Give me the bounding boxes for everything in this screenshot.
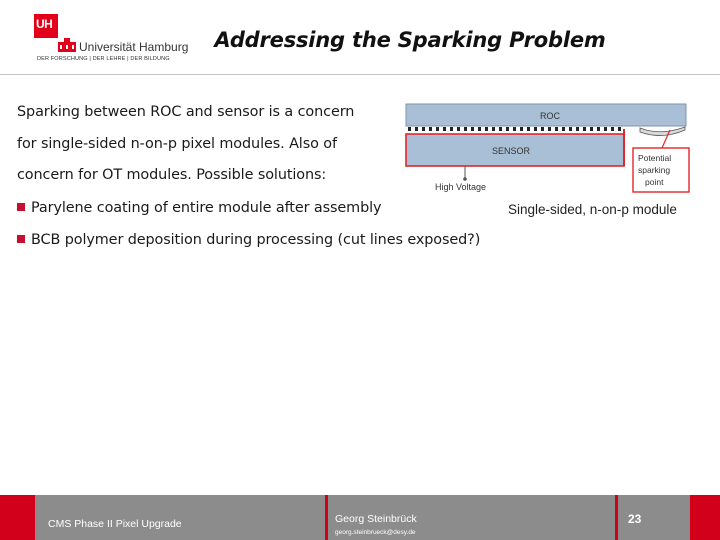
paragraph-line-2: for single-sided n-on-p pixel modules. Also of [17, 136, 337, 152]
footer-presentation-title: CMS Phase II Pixel Upgrade [48, 518, 182, 530]
bullet-square-icon [17, 203, 25, 211]
roc-label: ROC [540, 111, 560, 121]
bullet-text: Parylene coating of entire module after assembly [31, 200, 382, 216]
footer-author: Georg Steinbrück [335, 513, 417, 525]
bullet-item [17, 200, 381, 216]
footer-red-block-left [0, 495, 35, 540]
paragraph-line-3: concern for OT modules. Possible solutions: [17, 167, 327, 183]
bump-bonds [408, 127, 623, 131]
spark-gap-shape [640, 127, 685, 136]
page-number: 23 [628, 512, 642, 526]
university-name: Universität Hamburg [79, 40, 189, 54]
university-tagline: DER FORSCHUNG | DER LEHRE | DER BILDUNG [37, 56, 170, 62]
bullet-text: BCB polymer deposition during processing (cut lines exposed?) [31, 232, 481, 248]
diagram-caption: Single-sided, n-on-p module [508, 202, 677, 217]
spark-label-line-2: sparking [638, 165, 671, 175]
footer-email: georg.steinbrueck@desy.de [335, 529, 416, 536]
uh-mark-text: UH [36, 17, 53, 31]
diagram-figure [400, 100, 710, 225]
bullet-item [17, 232, 480, 248]
spark-label-line-1: Potential [638, 153, 672, 163]
header-divider [0, 74, 720, 75]
sensor-label: SENSOR [492, 146, 531, 156]
slide-title: Addressing the Sparking Problem [214, 28, 606, 52]
spark-label-line-3: point [645, 177, 664, 187]
footer-red-block-right [690, 495, 720, 540]
module-cross-section-diagram [400, 100, 710, 225]
paragraph-line-1: Sparking between ROC and sensor is a concern [17, 104, 355, 120]
building-icon [58, 38, 76, 52]
bullet-square-icon [17, 235, 25, 243]
slide-footer [0, 495, 720, 540]
uh-mark [34, 14, 58, 38]
hv-terminal-icon [463, 177, 467, 181]
hv-label: High Voltage [435, 182, 487, 192]
university-logo [34, 14, 189, 66]
